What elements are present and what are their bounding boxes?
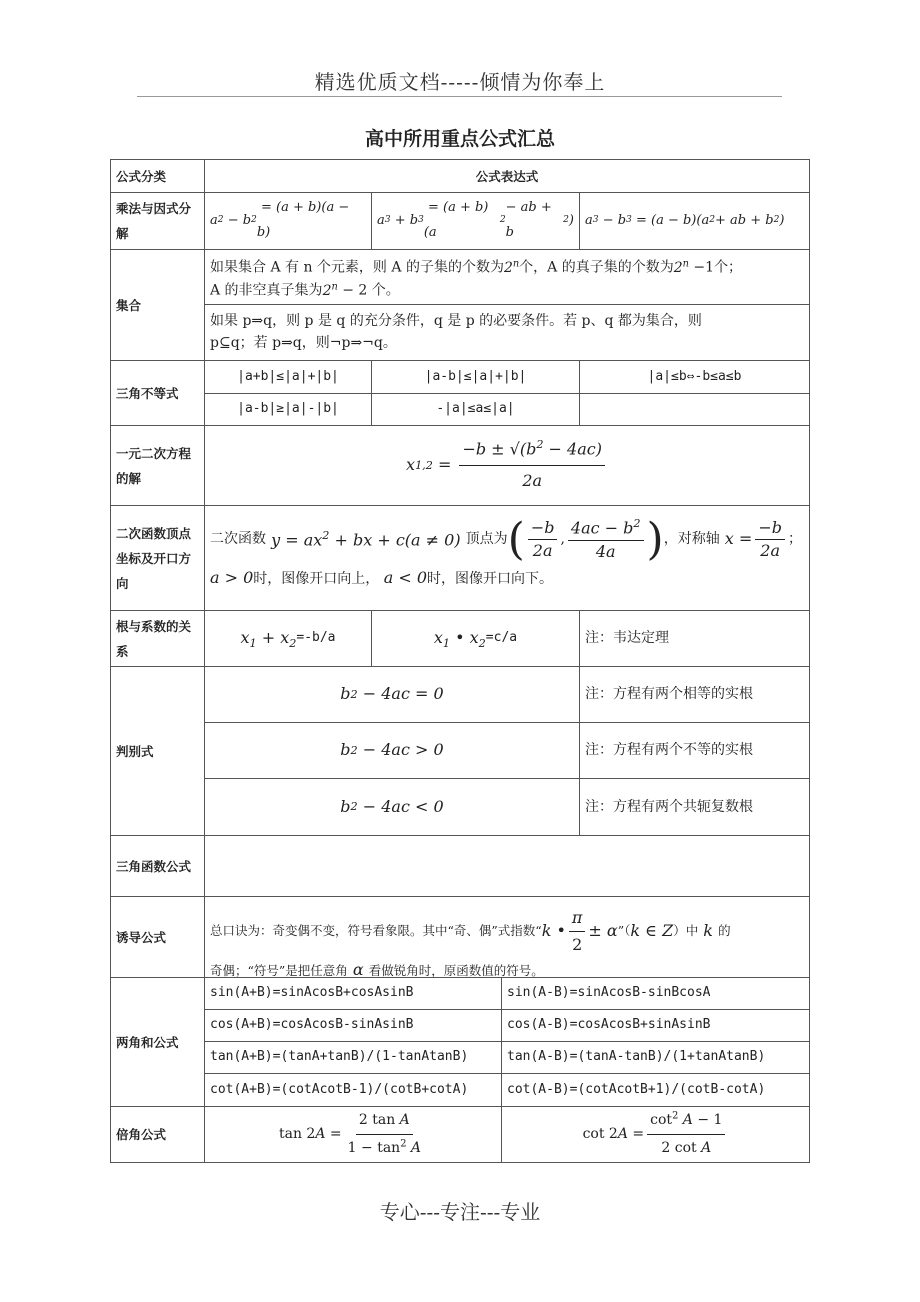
sum-angle-r1c1 bbox=[204, 977, 502, 1010]
sets-line2b: 个。 bbox=[371, 283, 400, 299]
triangle-label bbox=[110, 360, 205, 426]
induction-content bbox=[204, 896, 810, 978]
quadratic-eq-label bbox=[110, 425, 205, 506]
discriminant-lt-zero: b 2 − 4ac < 0 bbox=[204, 778, 580, 836]
sum-angle-r2c1 bbox=[204, 1009, 502, 1042]
sum-angle-r1c1-text: sin(A+B)=sinAcosB+cosAsinB bbox=[210, 985, 414, 1001]
sets-line2a: A 的非空真子集为 bbox=[210, 283, 323, 299]
page-title: 高中所用重点公式汇总 bbox=[364, 128, 555, 150]
triangle-r1c3-text: |a|≤b⇔-b≤a≤b bbox=[647, 368, 742, 384]
sets-label bbox=[110, 249, 205, 361]
sets-subset-count: 如果集合 A 有 n 个元素，则 A 的子集的个数为2$^n$个，A 的真子集的个数为$2^n -1$个； A 的非空真子集为$2^n - 2$ 个。 bbox=[204, 249, 810, 305]
triangle-label-text: 三角不等式 bbox=[116, 385, 179, 401]
factoring-label bbox=[110, 192, 205, 250]
head-expression bbox=[204, 159, 810, 193]
trig-empty bbox=[204, 835, 810, 897]
induction-t1: 总口诀为：奇变偶不变，符号看象限。其中“奇、偶”式指数“ bbox=[210, 923, 542, 939]
sum-angle-r3c1 bbox=[204, 1041, 502, 1074]
head-category-text: 公式分类 bbox=[116, 168, 167, 184]
quadratic-fn-t5: 时，图像开口向下。 bbox=[427, 571, 554, 588]
page-footer: 专心---专注---专业 bbox=[379, 1200, 541, 1224]
factoring-formula-3: a 3 − b 3 = (a − b)(a 2 + ab + b 2 ) bbox=[579, 192, 810, 250]
induction-t2: ”（ bbox=[617, 923, 631, 939]
head-expression-text: 公式表达式 bbox=[475, 168, 539, 184]
quadratic-fn-t3: ，对称轴 bbox=[663, 530, 720, 547]
induction-t6: 看做锐角时，原函数值的符号。 bbox=[368, 963, 544, 979]
sets-conditions bbox=[204, 304, 810, 361]
sets-line1c: 个； bbox=[714, 259, 743, 276]
discriminant-note3-text: 注：方程有两个共轭复数根 bbox=[585, 798, 753, 815]
trig-label-text: 三角函数公式 bbox=[116, 858, 192, 874]
quadratic-fn-line1: 二次函数 $y = ax^2$ + bx + c(a ≠ 0) 顶点为 ( $\frac{-b}{2a}$ , $\frac{4ac - b^2}{4a}$ ) ，对称轴 x = $\frac{-b}{2a}$ ； bbox=[210, 513, 802, 565]
vieta-note bbox=[579, 610, 810, 667]
trig-label bbox=[110, 835, 205, 897]
triangle-r2c2 bbox=[371, 393, 580, 426]
quadratic-fn-label-text: 二次函数顶点坐标及开口方向 bbox=[116, 525, 192, 591]
discriminant-eq-zero: b 2 − 4ac = 0 bbox=[204, 666, 580, 723]
sum-angle-r2c2-text: cos(A-B)=cosAcosB+sinAsinB bbox=[507, 1017, 711, 1033]
sets-line1a: 如果集合 A 有 n 个元素，则 A 的子集的个数为 bbox=[210, 259, 504, 276]
sets-cond2: p⊆q；若 p⇒q，则¬p⇒¬q。 bbox=[210, 334, 397, 351]
triangle-r1c2-text: |a-b|≤|a|+|b| bbox=[424, 368, 527, 384]
sum-angle-r4c1 bbox=[204, 1073, 502, 1107]
quadratic-fn-t2: 顶点为 bbox=[465, 530, 508, 547]
induction-label-text: 诱导公式 bbox=[116, 929, 167, 945]
triangle-r1c1 bbox=[204, 360, 372, 394]
discriminant-note1-text: 注：方程有两个相等的实根 bbox=[585, 686, 753, 703]
sum-angle-r3c2-text: tan(A-B)=(tanA-tanB)/(1+tanAtanB) bbox=[507, 1049, 766, 1065]
vieta-label bbox=[110, 610, 205, 667]
triangle-r2c2-text: -|a|≤a≤|a| bbox=[436, 401, 515, 417]
induction-t5: 奇偶；“符号”是把任意角 bbox=[210, 963, 348, 979]
sum-angle-label bbox=[110, 977, 205, 1107]
vieta-sum-text: =-b/a bbox=[296, 630, 336, 646]
sets-label-text: 集合 bbox=[116, 297, 142, 313]
induction-t4: 的 bbox=[718, 923, 731, 939]
sum-angle-r2c1-text: cos(A+B)=cosAcosB-sinAsinB bbox=[210, 1017, 414, 1033]
factoring-label-text: 乘法与因式分解 bbox=[116, 201, 192, 241]
vieta-product: $x_1$ • $x_2$ =c/a bbox=[371, 610, 580, 667]
factoring-formula-1: a 2 − b 2 = (a + b)(a − b) bbox=[204, 192, 372, 250]
vieta-label-text: 根与系数的关系 bbox=[116, 618, 192, 659]
sets-cond1: 如果 p⇒q，则 p 是 q 的充分条件，q 是 p 的必要条件。若 p、q 都为集合，则 bbox=[210, 313, 702, 329]
quadratic-fn-t1: 二次函数 bbox=[210, 530, 266, 547]
double-angle-label bbox=[110, 1106, 205, 1163]
discriminant-label bbox=[110, 666, 205, 836]
discriminant-gt-zero: b 2 − 4ac > 0 bbox=[204, 722, 580, 779]
sum-angle-r3c1-text: tan(A+B)=(tanA+tanB)/(1-tanAtanB) bbox=[210, 1049, 469, 1065]
discriminant-note-1 bbox=[579, 666, 810, 723]
quadratic-fn-t4: 时，图像开口向上， bbox=[253, 571, 380, 588]
sum-angle-r4c2-text: cot(A-B)=(cotAcotB+1)/(cotB-cotA) bbox=[507, 1081, 766, 1097]
page-header: 精选优质文档-----倾情为你奉上 bbox=[314, 70, 606, 94]
sum-angle-r3c2 bbox=[501, 1041, 810, 1074]
sum-angle-r4c2 bbox=[501, 1073, 810, 1107]
quadratic-eq-label-text: 一元二次方程的解 bbox=[116, 445, 192, 486]
quadratic-fn-line2: a > 0时，图像开口向上， a < 0时，图像开口向下。 bbox=[210, 568, 554, 588]
triangle-r2c3 bbox=[579, 393, 810, 426]
sum-angle-r2c2 bbox=[501, 1009, 810, 1042]
vieta-sum: $x_1 + x_2$ =-b/a bbox=[204, 610, 372, 667]
triangle-r1c1-text: |a+b|≤|a|+|b| bbox=[237, 368, 339, 384]
double-angle-label-text: 倍角公式 bbox=[116, 1127, 167, 1142]
induction-label bbox=[110, 896, 205, 978]
discriminant-label-text: 判别式 bbox=[116, 743, 154, 759]
triangle-r1c2 bbox=[371, 360, 580, 394]
header-divider bbox=[137, 96, 782, 97]
sum-angle-label-text: 两角和公式 bbox=[116, 1034, 179, 1050]
vieta-product-text: =c/a bbox=[485, 630, 518, 646]
quadratic-roots-formula: x 1,2 = $\frac{-b \pm √(b^2 - 4ac)}{2a}$ bbox=[204, 425, 810, 506]
double-angle-tan: tan 2A = $\frac{\text{2 tan A}}{1 - \tan^2 A}$ bbox=[204, 1106, 502, 1163]
sets-line1b: 个，A 的真子集的个数为 bbox=[519, 259, 674, 276]
triangle-r2c1 bbox=[204, 393, 372, 426]
triangle-r2c1-text: |a-b|≥|a|-|b| bbox=[237, 401, 339, 417]
quadratic-fn-content bbox=[204, 505, 810, 611]
induction-line1: 总口诀为：奇变偶不变，符号看象限。其中“奇、偶”式指数“ k • $\frac{\pi}{2}$ ± α ”（ k ∈ Z ）中 k 的 bbox=[210, 905, 804, 957]
induction-line2: 奇偶；“符号”是把任意角 α 看做锐角时，原函数值的符号。 bbox=[210, 960, 544, 980]
induction-t3: ）中 bbox=[673, 923, 699, 939]
double-angle-cot: cot 2A = $\frac{\cot^2 A - 1}{\text{2 cot A}}$ bbox=[501, 1106, 810, 1163]
discriminant-note-2 bbox=[579, 722, 810, 779]
triangle-r1c3 bbox=[579, 360, 810, 394]
quadratic-fn-label bbox=[110, 505, 205, 611]
sum-angle-r1c2-text: sin(A-B)=sinAcosB-sinBcosA bbox=[507, 985, 711, 1001]
head-category bbox=[110, 159, 205, 193]
factoring-formula-2: a 3 + b 3 = (a + b)(a 2 − ab + b 2 ) bbox=[371, 192, 580, 250]
discriminant-note2-text: 注：方程有两个不等的实根 bbox=[585, 742, 753, 759]
sum-angle-r4c1-text: cot(A+B)=(cotAcotB-1)/(cotB+cotA) bbox=[210, 1081, 469, 1097]
discriminant-note-3 bbox=[579, 778, 810, 836]
sum-angle-r1c2 bbox=[501, 977, 810, 1010]
vieta-note-text: 注：韦达定理 bbox=[585, 630, 669, 647]
